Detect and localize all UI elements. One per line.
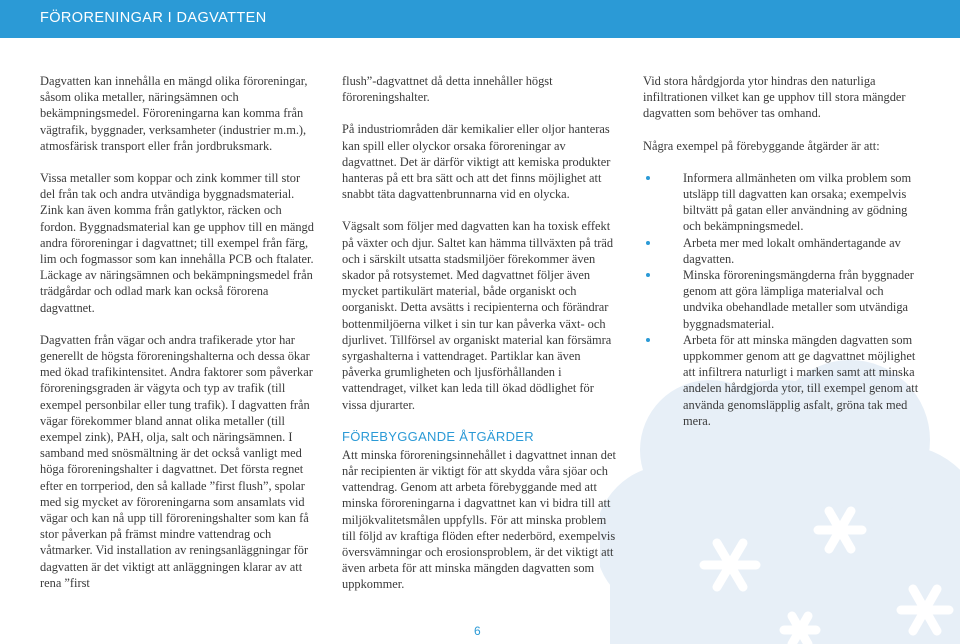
paragraph: Vissa metaller som koppar och zink kommer till stor del från tak och andra utvändiga byggnadsmaterial. Zink kan även komma från gatlyktor, räcken och fordon. Byggnadsmaterial kan ge upphov till en mängd andra föroreningar i dagvattnet; till exempel från färg, lim och fogmassor som kan innehålla PCB och ftalater. Läckage av näringsämnen och bekämpningsmedel från trädgårdar och odlad mark kan också förorena dagvattnet. <box>40 171 314 315</box>
bullet-icon <box>646 241 650 245</box>
section-title: FÖRORENINGAR I DAGVATTEN <box>40 10 267 26</box>
bullet-icon <box>646 176 650 180</box>
paragraph: Dagvatten från vägar och andra trafikerade ytor har generellt de högsta föroreningshalterna och dessa ökar med ökad trafikintensitet. Andra faktorer som påverkar föroreningsgraden är vägyta och typ av trafik (till exempel personbilar eller tung trafik). I dagvatten från vägar förekommer bland annat olika metaller (till exempel zink), PAH, olja, salt och näringsämnen. I samband med snösmältning är det också vanligt med höga föroreningshalter i dagvattnet. Det första regnet efter en torrperiod, den så kallade ”first flush”, spolar med sig mycket av föroreningarna som ansamlats vid vägar och kan nå upp till föroreningshalter som kan få stor påverkan på främst mindre vattendrag och våtmarker. Vid installation av reningsanläggningar för dagvatten är det viktigt att anläggningen klarar av att rena ”first <box>40 332 313 590</box>
column-2 <box>342 73 620 609</box>
header-bar <box>0 0 960 38</box>
list-item-text: Arbeta mer med lokalt omhändertagande av dagvatten. <box>683 235 901 266</box>
paragraph: Några exempel på förebyggande åtgärder är att: <box>643 138 880 153</box>
list-item-text: Minska föroreningsmängderna från byggnader genom att göra lämpliga materialval och undvika obehandlade metaller som utvändiga byggnadsmaterial. <box>683 268 914 331</box>
list-item <box>643 235 921 267</box>
list-item-text: Arbeta för att minska mängden dagvatten som uppkommer genom att ge dagvattnet möjlighet att infiltrera naturligt i marken samt att minska andelen hårdgjorda ytor, till exempel genom att använda genomsläpplig asfalt, gröna tak med mera. <box>683 332 919 428</box>
list-item <box>643 332 921 429</box>
paragraph: Att minska föroreningsinnehållet i dagvattnet innan det når recipienten är viktigt för att skydda våra sjöar och vattendrag. Genom att arbeta förebyggande med att minska föroreningarna i dagvattnet kan vi bidra till att miljökvalitetsmålen uppfylls. För att minska problem till följd av kraftiga flöden efter nederbörd, exempelvis översvämningar och erosionsproblem, är det viktigt att även arbeta för att minska mängden dagvatten som uppkommer. <box>342 447 616 592</box>
list-item-text: Informera allmänheten om vilka problem som utsläpp till dagvatten kan orsaka; exempelvis biltvätt på gatan eller användning av gödning och bekämpningsmedel. <box>683 170 912 234</box>
column-1 <box>40 73 316 607</box>
bullet-icon <box>646 273 650 277</box>
bullet-list <box>643 170 921 429</box>
column-3 <box>643 73 921 429</box>
paragraph: Vägsalt som följer med dagvatten kan ha toxisk effekt på växter och djur. Saltet kan hämma tillväxten på träd och i särskilt utsatta stadsmiljöer förekommer även skador på rotsystemet. Med dagvattnet följer även mycket partikulärt material, både organiskt och oorganiskt. Detta avsätts i recipienterna och förändrar bottenmiljöerna vilket i sin tur kan påverka växt- och djurlivet. Tillförsel av organiskt material kan försämra syrgashalterna i vattendraget. Partiklar kan även påverka grumligheten och ljusförhållanden i vattendraget, vilket kan leda till ökad dödlighet för vissa djurarter. <box>342 219 614 412</box>
paragraph: flush”-dagvattnet då detta innehåller högst föroreningshalter. <box>342 74 553 105</box>
list-item <box>643 267 921 332</box>
bullet-icon <box>646 338 650 342</box>
paragraph: Dagvatten kan innehålla en mängd olika föroreningar, såsom olika metaller, näringsämnen och bekämpningsmedel. Föroreningarna kan komma från vägtrafik, byggnader, verksamheter (industrier m.m.), atmosfärisk transport eller från jordbruksmark. <box>40 74 308 153</box>
section-heading: FÖREBYGGANDE ÅTGÄRDER <box>342 428 534 444</box>
list-item <box>643 170 921 235</box>
page-number: 6 <box>474 624 481 638</box>
paragraph: På industriområden där kemikalier eller oljor hanteras kan spill eller olyckor orsaka föroreningar av dagvattnet. Det är därför viktigt att kemiska produkter hanteras på ett bra sätt och att det finns möjlighet att snabbt täta dagvattenbrunnarna vid en olycka. <box>342 122 611 202</box>
paragraph: Vid stora hårdgjorda ytor hindras den naturliga infiltrationen vilket kan ge upphov till stora mängder dagvatten som behöver tas omhand. <box>643 74 906 121</box>
